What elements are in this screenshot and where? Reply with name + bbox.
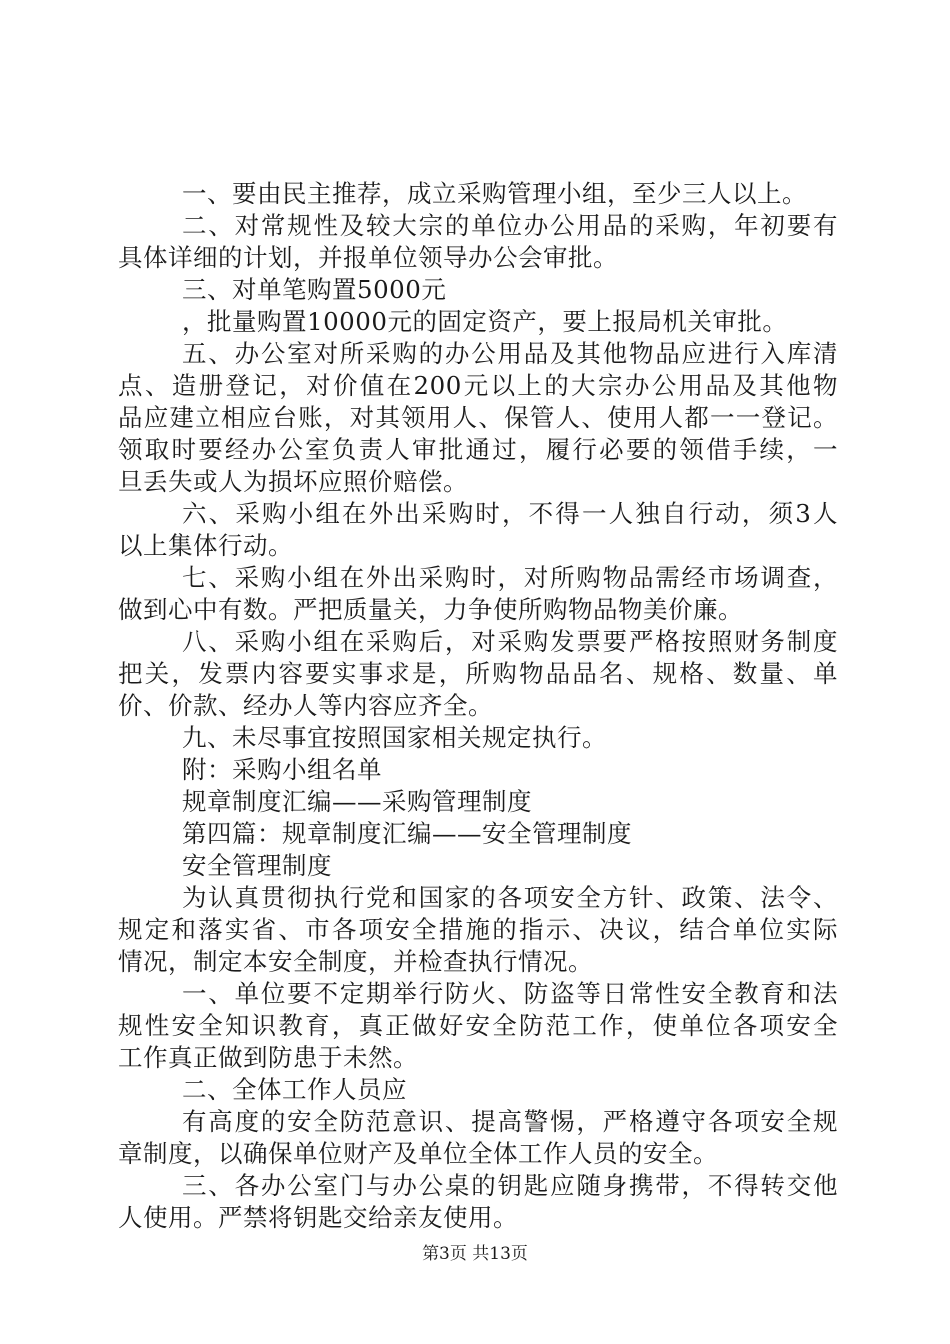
text-line: 为认真贯彻执行党和国家的各项安全方针、政策、法令、	[182, 883, 838, 912]
text-line: 安全管理制度	[182, 851, 332, 880]
text-line: 领取时要经办公室负责人审批通过，履行必要的领借手续，一	[118, 435, 838, 464]
text-line: 规性安全知识教育，真正做好安全防范工作，使单位各项安全	[118, 1011, 838, 1040]
text-line: 五、办公室对所采购的办公用品及其他物品应进行入库清	[182, 339, 838, 368]
text-line: 具体详细的计划，并报单位领导办公会审批。	[118, 243, 618, 272]
text-line: 品应建立相应台账，对其领用人、保管人、使用人都一一登记。	[118, 403, 838, 432]
text-line: 附：采购小组名单	[182, 755, 382, 784]
text-line: 有高度的安全防范意识、提高警惕，严格遵守各项安全规	[182, 1107, 838, 1136]
text-line: 七、采购小组在外出采购时，对所购物品需经市场调查，	[182, 563, 838, 592]
text-line: 做到心中有数。严把质量关，力争使所购物品物美价廉。	[118, 595, 743, 624]
text-line: 把关，发票内容要实事求是，所购物品品名、规格、数量、单	[118, 659, 838, 688]
document-body	[118, 178, 838, 1234]
text-line: 一、单位要不定期举行防火、防盗等日常性安全教育和法	[182, 979, 838, 1008]
text-line: 一、要由民主推荐，成立采购管理小组，至少三人以上。	[182, 179, 807, 208]
page-footer: 第3页 共13页	[422, 1244, 528, 1264]
text-line: 情况，制定本安全制度，并检查执行情况。	[118, 947, 593, 976]
text-line: 人使用。严禁将钥匙交给亲友使用。	[118, 1203, 518, 1232]
text-line: 工作真正做到防患于未然。	[118, 1043, 418, 1072]
text-line: 旦丢失或人为损坏应照价赔偿。	[118, 467, 468, 496]
text-line: 二、全体工作人员应	[182, 1075, 407, 1104]
text-line: 点、造册登记，对价值在200元以上的大宗办公用品及其他物	[118, 371, 838, 400]
text-line: 价、价款、经办人等内容应齐全。	[118, 691, 493, 720]
text-line: 规章制度汇编——采购管理制度	[182, 787, 532, 816]
text-line: 九、未尽事宜按照国家相关规定执行。	[182, 723, 607, 752]
text-line: ，批量购置10000元的固定资产，要上报局机关审批。	[182, 307, 788, 336]
text-line: 章制度，以确保单位财产及单位全体工作人员的安全。	[118, 1139, 718, 1168]
text-line: 二、对常规性及较大宗的单位办公用品的采购，年初要有	[182, 211, 838, 240]
text-line: 三、各办公室门与办公桌的钥匙应随身携带，不得转交他	[182, 1171, 838, 1200]
text-line: 八、采购小组在采购后，对采购发票要严格按照财务制度	[182, 627, 838, 656]
text-line: 六、采购小组在外出采购时，不得一人独自行动，须3人	[182, 499, 838, 528]
text-line: 规定和落实省、市各项安全措施的指示、决议，结合单位实际	[118, 915, 838, 944]
text-line: 以上集体行动。	[118, 531, 293, 560]
text-line: 第四篇：规章制度汇编——安全管理制度	[182, 819, 632, 848]
text-line: 三、对单笔购置5000元	[182, 275, 447, 304]
